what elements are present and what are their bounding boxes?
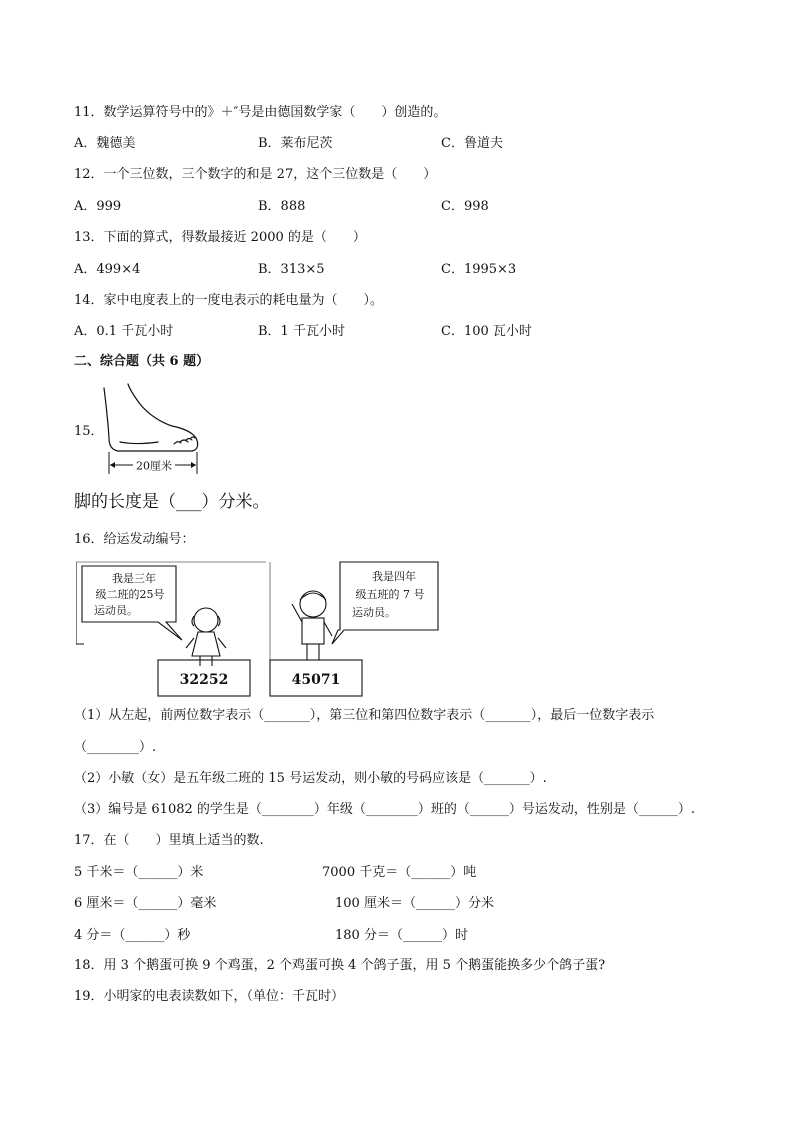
q17-row1-right: 7000 千克＝（______）吨: [322, 865, 477, 880]
q14-stem: 14．家中电度表上的一度电表示的耗电量为（ ）。: [74, 293, 384, 308]
q15-question: 脚的长度是（___）分米。: [74, 492, 270, 512]
q17-row1-left: 5 千米＝（______）米: [74, 865, 204, 880]
q13-stem: 13．下面的算式，得数最接近 2000 的是（ ）: [74, 230, 366, 245]
q14-option-a: A．0.1 千瓦小时: [74, 324, 174, 339]
q12-stem: 12．一个三位数，三个数字的和是 27，这个三位数是（ ）: [74, 167, 437, 182]
q16-part1-line2: （________）.: [74, 740, 157, 755]
athletes-illustration: [76, 560, 442, 700]
foot-illustration: [100, 382, 210, 476]
q17-stem: 17．在（ ）里填上适当的数.: [74, 833, 264, 848]
q16-part1-line1: （1）从左起，前两位数字表示（_______），第三位和第四位数字表示（_______），最后一位数字表示: [74, 708, 655, 723]
q12-option-b: B．888: [258, 199, 306, 214]
boy-bubble-line-2: 级五班的 7 号: [355, 588, 425, 601]
q19-stem: 19．小明家的电表读数如下，（单位：千瓦时）: [74, 989, 345, 1004]
foot-measure-label: 20厘米: [136, 459, 172, 473]
q14-option-c: C．100 瓦小时: [441, 324, 532, 339]
girl-bubble-line-2: 级二班的25号: [95, 588, 165, 601]
q18-stem: 18．用 3 个鹅蛋可换 9 个鸡蛋，2 个鸡蛋可换 4 个鸽子蛋，用 5 个鹅蛋能换多少个鸽子蛋?: [74, 958, 606, 973]
q12-option-a: A．999: [74, 199, 122, 214]
girl-number-board: 32252: [179, 672, 229, 688]
q17-row2-left: 6 厘米＝（______）毫米: [74, 896, 217, 911]
q15-number: 15．: [74, 424, 104, 439]
boy-bubble-line-3: 运动员。: [352, 606, 396, 619]
q14-option-b: B．1 千瓦小时: [258, 324, 345, 339]
girl-bubble-line-3: 运动员。: [94, 604, 138, 617]
q11-option-b: B．莱布尼茨: [258, 136, 333, 151]
q11-stem: 11．数学运算符号中的》＋″号是由德国数学家（ ）创造的。: [74, 105, 447, 120]
q17-row3-right: 180 分＝（______）时: [335, 928, 468, 943]
q11-option-a: A．魏德美: [74, 136, 136, 151]
q13-option-b: B．313×5: [258, 262, 325, 277]
boy-number-board: 45071: [291, 672, 341, 688]
q16-part3: （3）编号是 61082 的学生是（________）年级（________）班的（______）号运发动，性别是（______）.: [74, 802, 696, 817]
q17-row3-left: 4 分＝（______）秒: [74, 928, 191, 943]
q16-part2: （2）小敏（女）是五年级二班的 15 号运发动，则小敏的号码应该是（_______）.: [74, 771, 547, 786]
q13-option-c: C．1995×3: [441, 262, 517, 277]
girl-bubble-line-1: 我是三年: [112, 572, 156, 585]
q16-stem: 16．给运发动编号：: [74, 532, 195, 547]
boy-bubble-line-1: 我是四年: [372, 570, 416, 583]
section-heading: 二、综合题（共 6 题）: [74, 354, 210, 369]
q13-option-a: A．499×4: [74, 262, 141, 277]
q11-option-c: C．鲁道夫: [441, 136, 503, 151]
q17-row2-right: 100 厘米＝（______）分米: [335, 896, 494, 911]
q12-option-c: C．998: [441, 199, 489, 214]
